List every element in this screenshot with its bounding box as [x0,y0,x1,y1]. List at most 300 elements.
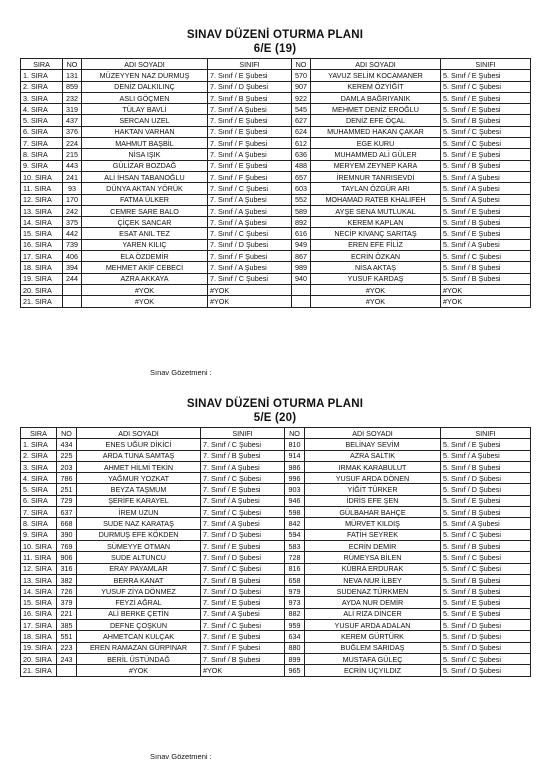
student-no-cell: 627 [292,115,311,126]
student-name-cell: ERAY PAYAMLAR [77,563,201,574]
student-name-cell: #YOK [77,665,201,676]
student-name-cell: İDRİS EFE ŞEN [305,495,441,506]
student-no-cell: 223 [57,642,77,653]
seat-number-cell: 3. SIRA [21,92,63,103]
student-no-cell: 131 [63,70,82,81]
student-class-cell: 7. Sınıf / C Şubesi [208,273,292,284]
student-name-cell: YAĞMUR YOZKAT [77,473,201,484]
table-row [21,149,531,160]
student-name-cell: GÜLBAHAR BAHÇE [305,507,441,518]
table-row [21,70,531,81]
student-name-cell: NİSA IŞIK [82,149,208,160]
student-name-cell: ASLI GÖÇMEN [82,92,208,103]
plan-class-name: 5/E (20) [253,412,297,424]
seat-number-cell: 21. SIRA [21,296,63,307]
seat-number-cell: 6. SIRA [21,126,63,137]
student-no-cell: 979 [285,586,305,597]
student-class-cell: 7. Sınıf / A Şubesi [201,608,285,619]
column-header: SINIFI [208,59,292,70]
seat-number-cell: 4. SIRA [21,104,63,115]
column-header: NO [57,428,77,439]
student-name-cell: MÜRVET KILDIŞ [305,518,441,529]
student-name-cell: EREN EFE FİLİZ [311,239,441,250]
seat-number-cell: 1. SIRA [21,70,63,81]
student-name-cell: EGE KURU [311,138,441,149]
student-class-cell: 7. Sınıf / A Şubesi [208,104,292,115]
student-name-cell: YAVUZ SELİM KOCAMANER [311,70,441,81]
seat-number-cell: 19. SIRA [21,273,63,284]
student-no-cell: 637 [57,507,77,518]
seat-number-cell: 2. SIRA [21,450,57,461]
table-row [21,239,531,250]
student-no-cell: 232 [63,92,82,103]
student-no-cell: 594 [285,529,305,540]
student-no-cell: 946 [285,495,305,506]
seat-number-cell: 9. SIRA [21,160,63,171]
student-class-cell: 5. Sınıf / B Şubesi [441,507,531,518]
student-no-cell [63,296,82,307]
student-no-cell: 170 [63,194,82,205]
student-name-cell: #YOK [82,296,208,307]
column-header: SIRA [21,59,63,70]
table-row [21,251,531,262]
student-class-cell: 5. Sınıf / B Şubesi [441,540,531,551]
student-name-cell: ALİ BERKE ÇETİN [77,608,201,619]
student-name-cell: ECRİN DEMİR [305,540,441,551]
student-class-cell: 7. Sınıf / D Şubesi [201,586,285,597]
seat-number-cell: 13. SIRA [21,574,57,585]
column-header: SIRA [21,428,57,439]
seat-number-cell: 1. SIRA [21,439,57,450]
seat-number-cell: 21. SIRA [21,665,57,676]
student-class-cell: 7. Sınıf / E Şubesi [208,126,292,137]
table-row [21,461,531,472]
student-name-cell: DÜNYA AKTAN YÖRÜK [82,183,208,194]
table-row [21,439,531,450]
student-name-cell: KEREM ÖZYİĞİT [311,81,441,92]
table-header-row [21,428,531,439]
student-name-cell: KEREM KAPLAN [311,217,441,228]
seat-number-cell: 2. SIRA [21,81,63,92]
table-row [21,529,531,540]
student-class-cell: 7. Sınıf / C Şubesi [201,563,285,574]
student-name-cell: ARDA TUNA SAMTAŞ [77,450,201,461]
student-no-cell: 612 [292,138,311,149]
student-no-cell: 965 [285,665,305,676]
student-class-cell: 5. Sınıf / D Şubesi [441,631,531,642]
seat-number-cell: 17. SIRA [21,251,63,262]
table-row [21,620,531,631]
student-name-cell: MOHAMAD RATEB KHALIFEH [311,194,441,205]
seat-number-cell: 7. SIRA [21,138,63,149]
student-class-cell: 7. Sınıf / C Şubesi [201,439,285,450]
student-name-cell: DENİZ EFE ÖÇAL [311,115,441,126]
table-row [21,183,531,194]
student-name-cell: NECİP KIVANÇ SARITAŞ [311,228,441,239]
student-class-cell: 7. Sınıf / A Şubesi [201,461,285,472]
student-no-cell: 603 [292,183,311,194]
seat-number-cell: 12. SIRA [21,563,57,574]
student-class-cell: 5. Sınıf / E Şubesi [441,92,531,103]
student-class-cell: 5. Sınıf / E Şubesi [441,205,531,216]
student-name-cell: #YOK [311,284,441,295]
student-name-cell: EREN RAMAZAN GÜRPINAR [77,642,201,653]
student-no-cell: 251 [57,484,77,495]
student-no-cell: 244 [63,273,82,284]
student-class-cell: 5. Sınıf / B Şubesi [441,586,531,597]
table-row [21,665,531,676]
student-class-cell: #YOK [208,296,292,307]
table-row [21,138,531,149]
seat-number-cell: 16. SIRA [21,608,57,619]
student-name-cell: ELA ÖZDEMİR [82,251,208,262]
student-no-cell: 570 [292,70,311,81]
student-class-cell: 5. Sınıf / A Şubesi [441,450,531,461]
table-row [21,586,531,597]
student-no-cell: 949 [292,239,311,250]
student-class-cell: 5. Sınıf / D Şubesi [441,620,531,631]
table-row [21,495,531,506]
table-row [21,81,531,92]
student-no-cell: 375 [63,217,82,228]
student-no-cell: 583 [285,540,305,551]
student-class-cell: 7. Sınıf / B Şubesi [201,574,285,585]
student-name-cell: YUSUF ARDA ADALAN [305,620,441,631]
student-class-cell: 7. Sınıf / E Şubesi [201,540,285,551]
student-no-cell: 726 [57,586,77,597]
student-class-cell: 7. Sınıf / E Şubesi [208,160,292,171]
seat-number-cell: 20. SIRA [21,284,63,295]
student-name-cell: DAMLA BAĞRIYANIK [311,92,441,103]
table-row [21,284,531,295]
student-class-cell: 5. Sınıf / C Şubesi [441,563,531,574]
student-class-cell: 5. Sınıf / B Şubesi [441,273,531,284]
student-class-cell: 7. Sınıf / B Şubesi [201,450,285,461]
student-class-cell: 7. Sınıf / E Şubesi [201,631,285,642]
student-class-cell: 5. Sınıf / A Şubesi [441,518,531,529]
student-name-cell: DURMUŞ EFE KÖKDEN [77,529,201,540]
table-row [21,597,531,608]
table-row [21,217,531,228]
student-class-cell: 7. Sınıf / A Şubesi [208,262,292,273]
student-name-cell: IRMAK KARABULUT [305,461,441,472]
student-class-cell: 7. Sınıf / B Şubesi [201,653,285,664]
student-class-cell: 5. Sınıf / C Şubesi [441,138,531,149]
student-no-cell: 816 [285,563,305,574]
student-name-cell: AZRA AKKAYA [82,273,208,284]
student-no-cell: 658 [285,574,305,585]
table-row [21,608,531,619]
seat-number-cell: 15. SIRA [21,228,63,239]
student-name-cell: FEYZİ AĞRAL [77,597,201,608]
column-header: NO [292,59,311,70]
seating-plan-6e [20,28,530,308]
student-name-cell: FATİH SEYREK [305,529,441,540]
student-no-cell: 880 [285,642,305,653]
table-row [21,115,531,126]
table-row [21,160,531,171]
student-no-cell: 636 [292,149,311,160]
student-class-cell: 7. Sınıf / C Şubesi [208,228,292,239]
student-class-cell: 7. Sınıf / A Şubesi [201,518,285,529]
student-class-cell: 5. Sınıf / C Şubesi [441,126,531,137]
student-class-cell: 7. Sınıf / D Şubesi [201,529,285,540]
seat-number-cell: 14. SIRA [21,217,63,228]
seat-number-cell: 19. SIRA [21,642,57,653]
student-no-cell: 93 [63,183,82,194]
student-no-cell: 882 [285,608,305,619]
student-name-cell: ALİ İHSAN TABANOĞLU [82,171,208,182]
student-class-cell: 7. Sınıf / E Şubesi [208,115,292,126]
student-name-cell: AZRA SALTIK [305,450,441,461]
student-no-cell: 241 [63,171,82,182]
student-name-cell: KEREM GÜRTÜRK [305,631,441,642]
table-row [21,262,531,273]
table-row [21,540,531,551]
student-class-cell: 5. Sınıf / D Şubesi [441,642,531,653]
student-no-cell: 406 [63,251,82,262]
student-no-cell: 443 [63,160,82,171]
table-row [21,450,531,461]
table-row [21,104,531,115]
student-no-cell: 488 [292,160,311,171]
student-no-cell: 616 [292,228,311,239]
seat-number-cell: 20. SIRA [21,653,57,664]
seating-table [20,58,531,308]
student-no-cell: 589 [292,205,311,216]
seat-number-cell: 13. SIRA [21,205,63,216]
student-class-cell: 5. Sınıf / B Şubesi [441,115,531,126]
student-name-cell: BERİL ÜSTÜNDAĞ [77,653,201,664]
student-class-cell: 7. Sınıf / D Şubesi [208,239,292,250]
student-name-cell: #YOK [311,296,441,307]
student-no-cell: 907 [292,81,311,92]
student-name-cell: TAYLAN ÖZGÜR ARI [311,183,441,194]
student-no-cell [292,296,311,307]
column-header: NO [285,428,305,439]
student-class-cell: #YOK [441,284,531,295]
student-no-cell: 224 [63,138,82,149]
seat-number-cell: 18. SIRA [21,262,63,273]
student-name-cell: MUSTAFA GÜLEÇ [305,653,441,664]
seat-number-cell: 18. SIRA [21,631,57,642]
column-header: ADI SOYADI [311,59,441,70]
student-name-cell: RÜMEYSA BİLEN [305,552,441,563]
student-no-cell: 903 [285,484,305,495]
student-name-cell: SUDENAZ TÜRKMEN [305,586,441,597]
student-no-cell [292,284,311,295]
student-no-cell: 221 [57,608,77,619]
table-row [21,473,531,484]
student-no-cell: 442 [63,228,82,239]
seat-number-cell: 5. SIRA [21,115,63,126]
student-no-cell: 385 [57,620,77,631]
student-name-cell: ECRİN UÇYILDIZ [305,665,441,676]
seating-table [20,427,531,677]
seating-plan-5e [20,397,530,677]
student-no-cell [57,665,77,676]
student-class-cell: 7. Sınıf / D Şubesi [208,81,292,92]
student-name-cell: YUSUF KARDAŞ [311,273,441,284]
student-class-cell: #YOK [441,296,531,307]
table-row [21,574,531,585]
student-no-cell [63,284,82,295]
student-no-cell: 434 [57,439,77,450]
student-no-cell: 242 [63,205,82,216]
student-name-cell: MAHMUT BAŞBİL [82,138,208,149]
student-no-cell: 989 [292,262,311,273]
student-no-cell: 959 [285,620,305,631]
plan-title: SINAV DÜZENİ OTURMA PLANI [186,398,364,410]
student-name-cell: YİĞİT TÜRKER [305,484,441,495]
table-row [21,228,531,239]
student-no-cell: 624 [292,126,311,137]
student-class-cell: 5. Sınıf / D Şubesi [441,665,531,676]
student-no-cell: 996 [285,473,305,484]
student-no-cell: 940 [292,273,311,284]
student-name-cell: #YOK [82,284,208,295]
student-no-cell: 906 [57,552,77,563]
student-class-cell: 7. Sınıf / B Şubesi [208,92,292,103]
seat-number-cell: 16. SIRA [21,239,63,250]
student-class-cell: 5. Sınıf / C Şubesi [441,653,531,664]
column-header: SINIFI [201,428,285,439]
student-class-cell: 5. Sınıf / C Şubesi [441,552,531,563]
student-class-cell: 5. Sınıf / E Şubesi [441,495,531,506]
student-class-cell: 5. Sınıf / B Şubesi [441,574,531,585]
student-class-cell: #YOK [201,665,285,676]
student-name-cell: TÜLAY BAVLİ [82,104,208,115]
student-class-cell: 5. Sınıf / E Şubesi [441,149,531,160]
table-row [21,205,531,216]
student-name-cell: GÜLİZAR BOZDAĞ [82,160,208,171]
student-name-cell: AHMETCAN KULÇAK [77,631,201,642]
seat-number-cell: 7. SIRA [21,507,57,518]
table-row [21,273,531,284]
student-name-cell: SUDE ALTUNCU [77,552,201,563]
student-class-cell: 7. Sınıf / C Şubesi [201,620,285,631]
student-name-cell: ALİ RIZA DİNCER [305,608,441,619]
student-class-cell: 7. Sınıf / A Şubesi [208,205,292,216]
student-class-cell: 7. Sınıf / A Şubesi [208,217,292,228]
seat-number-cell: 15. SIRA [21,597,57,608]
column-header: SINIFI [441,428,531,439]
student-no-cell: 203 [57,461,77,472]
student-class-cell: 7. Sınıf / E Şubesi [201,597,285,608]
student-no-cell: 867 [292,251,311,262]
student-name-cell: SÜMEYYE OTMAN [77,540,201,551]
student-no-cell: 769 [57,540,77,551]
student-class-cell: 5. Sınıf / D Şubesi [441,473,531,484]
seat-number-cell: 5. SIRA [21,484,57,495]
student-class-cell: 5. Sınıf / E Şubesi [441,228,531,239]
student-no-cell: 786 [57,473,77,484]
table-header-row [21,59,531,70]
student-name-cell: MUHAMMED HAKAN ÇAKAR [311,126,441,137]
student-no-cell: 215 [63,149,82,160]
student-class-cell: 7. Sınıf / C Şubesi [201,473,285,484]
student-class-cell: 5. Sınıf / D Şubesi [441,484,531,495]
student-no-cell: 552 [292,194,311,205]
student-class-cell: 5. Sınıf / A Şubesi [441,183,531,194]
student-class-cell: 7. Sınıf / A Şubesi [201,495,285,506]
student-class-cell: 5. Sınıf / E Şubesi [441,608,531,619]
student-name-cell: İREM UZUN [77,507,201,518]
student-class-cell: 5. Sınıf / A Şubesi [441,171,531,182]
table-row [21,126,531,137]
column-header: NO [63,59,82,70]
student-name-cell: MEHMET DENİZ EROĞLU [311,104,441,115]
student-name-cell: ÇİÇEK SANCAR [82,217,208,228]
column-header: SINIFI [441,59,531,70]
table-row [21,296,531,307]
student-name-cell: YUSUF ZİYA DÖNMEZ [77,586,201,597]
student-no-cell: 598 [285,507,305,518]
student-name-cell: NEVA NUR İLBEY [305,574,441,585]
student-class-cell: 5. Sınıf / B Şubesi [441,461,531,472]
student-name-cell: AYŞE SENA MUTLUKAL [311,205,441,216]
student-name-cell: SUDE NAZ KARATAŞ [77,518,201,529]
student-name-cell: DENİZ DALKILINÇ [82,81,208,92]
table-row [21,631,531,642]
table-row [21,642,531,653]
seat-number-cell: 4. SIRA [21,473,57,484]
seat-number-cell: 14. SIRA [21,586,57,597]
student-name-cell: AYDA NUR DEMİR [305,597,441,608]
seat-number-cell: 9. SIRA [21,529,57,540]
student-class-cell: 5. Sınıf / E Şubesi [441,70,531,81]
student-class-cell: 7. Sınıf / F Şubesi [208,171,292,182]
student-no-cell: 243 [57,653,77,664]
student-no-cell: 382 [57,574,77,585]
student-class-cell: 5. Sınıf / C Şubesi [441,81,531,92]
student-class-cell: 5. Sınıf / B Şubesi [441,262,531,273]
student-name-cell: ESAT ANIL TEZ [82,228,208,239]
student-class-cell: 5. Sınıf / E Şubesi [441,597,531,608]
table-row [21,518,531,529]
table-row [21,92,531,103]
student-no-cell: 319 [63,104,82,115]
table-row [21,194,531,205]
student-class-cell: #YOK [208,284,292,295]
seat-number-cell: 11. SIRA [21,183,63,194]
table-row [21,507,531,518]
student-name-cell: MERYEM ZEYNEP KARA [311,160,441,171]
student-class-cell: 5. Sınıf / C Şubesi [441,251,531,262]
table-row [21,484,531,495]
plan-class-name: 6/E (19) [253,43,297,55]
student-name-cell: FATMA ÜLKER [82,194,208,205]
seat-number-cell: 6. SIRA [21,495,57,506]
student-name-cell: BEYZA TAŞMUM [77,484,201,495]
student-class-cell: 7. Sınıf / E Şubesi [201,484,285,495]
student-no-cell: 914 [285,450,305,461]
student-no-cell: 973 [285,597,305,608]
student-class-cell: 7. Sınıf / F Şubesi [208,138,292,149]
column-header: ADI SOYADI [82,59,208,70]
student-name-cell: MEHMET AKİF CEBECİ [82,262,208,273]
seat-number-cell: 11. SIRA [21,552,57,563]
student-name-cell: BUĞLEM SARIDAŞ [305,642,441,653]
seat-number-cell: 8. SIRA [21,149,63,160]
invigilator-signature-label: Sınav Gözetmeni : [150,368,212,377]
table-row [21,171,531,182]
column-header: ADI SOYADI [305,428,441,439]
student-name-cell: BELİNAY SEVİM [305,439,441,450]
student-class-cell: 5. Sınıf / B Şubesi [441,217,531,228]
seat-number-cell: 17. SIRA [21,620,57,631]
student-name-cell: NİSA AKTAŞ [311,262,441,273]
